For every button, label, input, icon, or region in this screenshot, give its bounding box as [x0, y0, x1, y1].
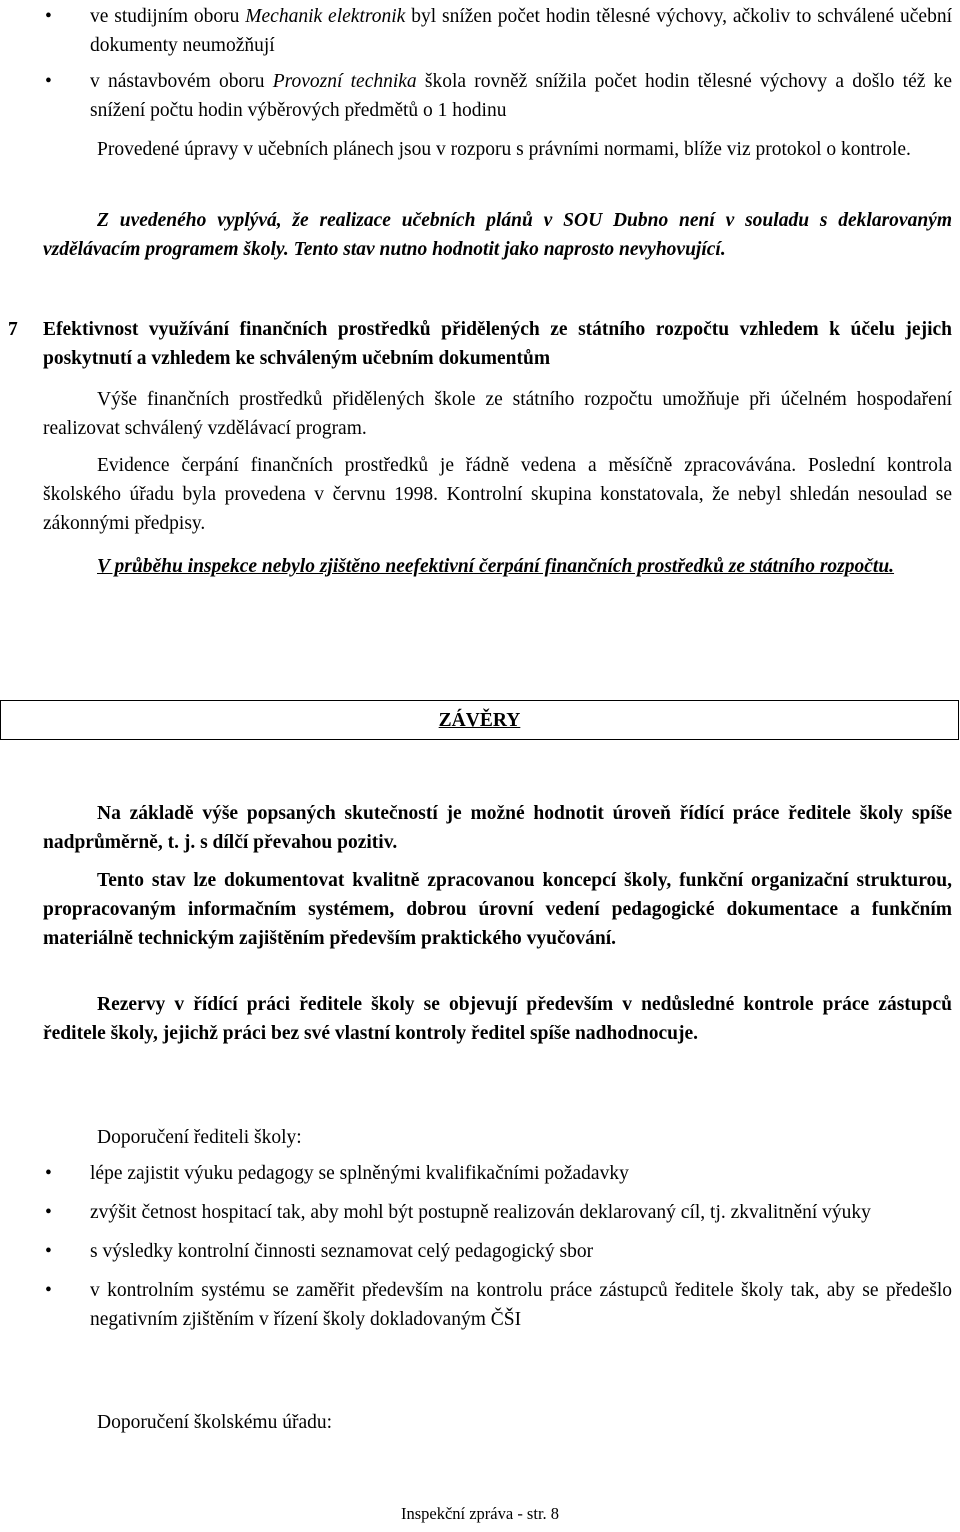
- list-item: • v nástavbovém oboru Provozní technika škola rovněž snížila počet hodin tělesné výchovy a došlo též ke snížení počtu hodin výběrových předmětů o 1 hodinu: [0, 67, 960, 125]
- list-item: • lépe zajistit výuku pedagogy se splněnými kvalifikačními požadavky: [0, 1159, 960, 1188]
- doporuceni-reditel-heading: Doporučení řediteli školy:: [97, 1127, 302, 1148]
- zavery-title: ZÁVĚRY: [438, 710, 521, 731]
- section7-para2: Evidence čerpání finančních prostředků je řádně vedena a měsíčně zpracovávána. Poslední kontrola školského úřadu byla provedena v červnu 1998. Kontrolní skupina konstatovala, že nebyl shledán nesoulad se zákonnými předpisy.: [43, 455, 952, 534]
- zavery-paragraph-1: Na základě výše popsaných skutečností je možné hodnotit úroveň řídící práce ředitele školy spíše nadprůměrně, t. j. s dílčí převahou pozitiv.: [43, 803, 952, 853]
- list-item: • s výsledky kontrolní činnosti seznamovat celý pedagogický sbor: [0, 1237, 960, 1266]
- bullet-icon: •: [45, 1280, 52, 1301]
- bullet-icon: •: [45, 71, 52, 92]
- bullet-icon: •: [45, 6, 52, 27]
- intro-bullet-list: [0, 2, 960, 125]
- zavery-paragraph-3: Rezervy v řídící práci ředitele školy se objevují především v nedůsledné kontrole práce zástupců ředitele školy, jejichž práci bez své vlastní kontroly ředitel spíše nadhodnocuje.: [43, 994, 952, 1044]
- section7-number: 7: [8, 319, 18, 340]
- section7-para1: Výše finančních prostředků přidělených škole ze státního rozpočtu umožňuje při účelném hospodaření realizovat schválený vzdělávací program.: [43, 389, 952, 439]
- bullet-icon: •: [45, 1241, 52, 1262]
- upravy-paragraph: Provedené úpravy v učebních plánech jsou v rozporu s právními normami, blíže viz protokol o kontrole.: [97, 139, 911, 160]
- list-item: • v kontrolním systému se zaměřit především na kontrolu práce zástupců ředitele školy tak, aby se předešlo negativním zjištěním v řízení školy dokladovaným ČŠI: [0, 1276, 960, 1334]
- bullet-icon: •: [45, 1163, 52, 1184]
- bullet-icon: •: [45, 1202, 52, 1223]
- page-footer: Inspekční zpráva - str. 8: [400, 1504, 560, 1523]
- section7-heading: Efektivnost využívání finančních prostředků přidělených ze státního rozpočtu vzhledem k účelu jejich poskytnutí a vzhledem ke schváleným učebním dokumentům: [43, 319, 952, 369]
- section7-conclusion: V průběhu inspekce nebylo zjištěno neefektivní čerpání finančních prostředků ze státního rozpočtu.: [97, 556, 895, 577]
- zavery-heading-box: [0, 700, 959, 740]
- doporuceni-reditel-list: [0, 1159, 960, 1334]
- zavery-paragraph-2: Tento stav lze dokumentovat kvalitně zpracovanou koncepcí školy, funkční organizační strukturou, propracovaným informačním systémem, dobrou úrovní vedení pedagogické dokumentace a funkčním materiálně technickým zajištěním především praktického vyučování.: [43, 870, 952, 949]
- list-item: • zvýšit četnost hospitací tak, aby mohl být postupně realizován deklarovaný cíl, tj. zkvalitnění výuky: [0, 1198, 960, 1227]
- list-item: • ve studijním oboru Mechanik elektronik byl snížen počet hodin tělesné výchovy, ačkoliv to schválené učební dokumenty neumožňují: [0, 2, 960, 60]
- section6-conclusion: Z uvedeného vyplývá, že realizace učebních plánů v SOU Dubno není v souladu s deklarovaným vzdělávacím programem školy. Tento stav nutno hodnotit jako naprosto nevyhovující.: [43, 210, 952, 260]
- doporuceni-urad-heading: Doporučení školskému úřadu:: [97, 1412, 333, 1433]
- section7: [0, 315, 960, 373]
